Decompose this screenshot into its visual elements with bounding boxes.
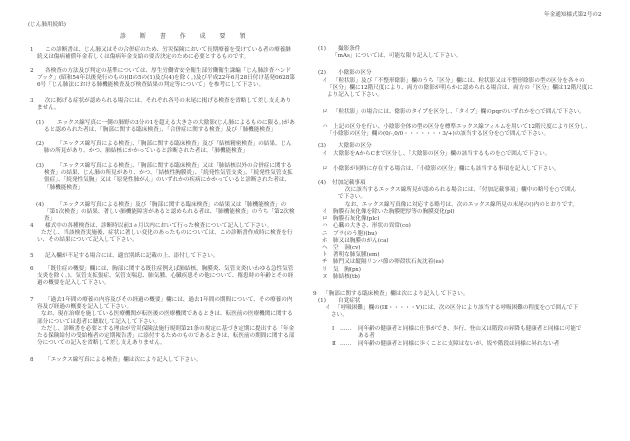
finding-text: 心臓の大きさ、形状の異常(co)	[333, 223, 411, 230]
grade-label: Ⅰ	[332, 326, 335, 332]
form-number: 年金通知様式第2号の2	[544, 12, 602, 18]
item-text: 上記の区分を行い、小陰影全体の型の区分を標準エックス線フィルムを用いて12階尺度により区分し、「小陰影の区分」欄の(0/-,0/0・・・・・・・3/+)の該当する区分を○で囲んで下さい。	[327, 124, 591, 138]
item-number: (1)	[36, 120, 44, 126]
section-title: 撮影条件	[338, 46, 361, 52]
section-small-opacity	[318, 70, 593, 77]
item-text: 「粒状影」の場合には、陰影のタイプを区分し、「タイプ」欄のpqrのいずれかを○で囲んで下さい。	[333, 109, 585, 115]
item-text: 様式中の各種検査は、診断時以前3ヵ月以内において行った検査について記入して下さい。	[45, 223, 273, 229]
item-text: 次に該当するエックス線所見が認められる場合には、「付加記載事項」欄中の略号を○で囲んで下さい。	[338, 187, 577, 201]
item-number: 3	[30, 98, 34, 104]
item-number: 2	[30, 68, 34, 74]
section-title: 付加記載事項	[332, 180, 366, 186]
section-title: 小陰影の区分	[338, 70, 372, 76]
item-number: (1)	[318, 46, 326, 52]
finding-text: 著明な肺気腫(em)	[333, 252, 380, 259]
item-text: 「エックス線写真による検査」、「胸部に関する臨床検査」又は「肺結核以外の合併症に関する検査」の結果、じん肺の所見があり、かつ、「結核性胸膜炎」、「続発性気管支炎」、「続発性気管支拡張症」、「続発性気胸」又は「原発性肺がん」のいずれかの疾病にかかっていると診断された者は、「肺機能検査」	[44, 163, 293, 191]
item-number: ロ	[322, 109, 328, 115]
item-number: ヘ	[322, 245, 328, 252]
item-text-proviso: ただし、診断書を必要とする理由が労災保険法施行規則第21条の規定に基づき定期に提出する「年金たる保険給付の受給権者の定期報告書」に添付するためのものであるときは、転医前の期間に関する部分についての記入を省略して差し支えありません。	[37, 325, 295, 347]
item-5	[30, 253, 295, 260]
item-3-i	[322, 151, 593, 158]
item-2-i	[322, 78, 593, 100]
finding-item	[322, 237, 593, 245]
leader-dots: ……	[340, 326, 352, 332]
item-number: 4	[30, 223, 34, 229]
item-text: 「エックス線写真による検査」及び「胸部に関する臨床検査」の結果又は「肺機能検査」の「第1次検査」の結果、著しい肺機能障害があると認められる者は、「肺機能検査」のうち「第2次検査」	[44, 202, 295, 223]
item-9-1-i	[325, 305, 581, 319]
dyspnea-grade-1	[332, 326, 583, 340]
section-title: 自覚症状	[338, 298, 361, 304]
item-number: (3)	[36, 163, 44, 169]
item-7	[30, 297, 295, 347]
finding-text: 胸膜石灰化像(plc)	[333, 216, 380, 223]
finding-text: 肺又は胸膜のがん(ca)	[333, 237, 389, 244]
item-number: ロ	[322, 166, 328, 172]
item-text: 「呼吸困難」欄の(ⅠⅡ・・・・・Ⅴ)には、次の区分により該当する呼吸困難の程度を○で囲んで下さい。	[331, 305, 579, 319]
item-number: リ	[322, 266, 328, 273]
item-3-4	[36, 202, 295, 224]
item-number: イ	[322, 209, 328, 215]
item-text: 「エックス線写真による検査」、「胸部に関する臨床検査」及び「結核精密検査」の結果、じん肺の所見があり、かつ、肺結核にかかっていると診断された者は、「肺機能検査」	[44, 141, 292, 155]
finding-item	[322, 259, 593, 266]
finding-item	[322, 230, 593, 238]
item-number: イ	[322, 151, 328, 157]
findings-list	[322, 209, 593, 281]
item-number: (4)	[36, 202, 44, 208]
finding-item	[322, 223, 593, 230]
item-number: イ	[325, 305, 331, 311]
item-number: 9	[313, 291, 317, 297]
item-number: ハ	[322, 223, 328, 230]
item-6	[30, 266, 295, 288]
item-number: (2)	[36, 141, 44, 147]
section-title: 大陰影の区分	[338, 143, 372, 149]
grade-text: 同年齢の健康者と同様に歩くことに支障はないが、坂や階段は同様に昇れない者	[358, 341, 560, 347]
finding-text: 肺結核(tb)	[333, 273, 360, 280]
item-2	[30, 68, 295, 90]
finding-text: 胸膜石灰化像を除いた胸膜肥厚等の胸膜変化(pl)	[333, 209, 455, 215]
leader-dots: ……	[340, 341, 352, 347]
item-text: 「既往症の概要」欄には、胸部に関する既往症例えば肺結核、胸膜炎、気管支炎(いわゆる急性気管支炎を除く。)、気管支拡張症、気管支喘息、肺気腫、心臓疾患その他について、罹患時の年齢とその経過の概要を記入して下さい。	[37, 266, 294, 287]
item-number: チ	[322, 259, 328, 266]
item-8	[30, 357, 295, 364]
item-number: 1	[30, 47, 34, 53]
item-3-2	[36, 141, 295, 155]
page-title: 診 断 書 作 成 要 領	[120, 33, 252, 40]
item-number: ハ	[322, 124, 328, 130]
item-2-ro	[322, 109, 593, 116]
item-text: 「粒状影」及び「不整形陰影」欄のうち「区分」欄には、粒状影又は不整形陰影の型の区分を各々の「区分」欄に12階尺度により、両方の陰影が明らかに認められる場合は、両方の「区分」欄は12階尺度により記入して下さい。	[327, 78, 593, 99]
item-number: ト	[322, 252, 328, 259]
item-number: 6	[30, 266, 34, 272]
item-3-ro	[322, 166, 593, 173]
item-text: 「胸部に関する臨床検査」欄は次により記入して下さい。	[323, 291, 469, 297]
dyspnea-grade-2	[332, 341, 583, 348]
item-number: 8	[30, 357, 34, 363]
item-text: 「mAs」については、可能な限り記入して下さい。	[332, 53, 462, 60]
item-text: 各検査の方法及び判定の基準については、厚生労働省安全衛生部労働衛生課編「じん肺診査ハンドブック」(昭和54年以後発行のもの)(Ⅱの5の(1)及び(4)を除く。)及び平成22年6月28日付け基発0628第6号「じん肺法における肺機能検査及び検査結果の判定等について」を参考にして下さい。	[37, 68, 295, 89]
item-text: 小陰影が同時に存在する場合は、「小陰影の区分」欄にも該当する事項を記入して下さい。	[333, 166, 560, 172]
finding-text: 肺門又は縦隔リンパ節の卵殻状石灰沈着(es)	[333, 259, 444, 266]
item-text: この診断書は、じん肺又はその合併症のため、労災保険において長期療養を受けている者の療養継続又は傷病補償年金若しくは傷病年金支給の要否決定のために必要とするものです。	[37, 47, 291, 61]
item-text-note: なお、エックス線写真像に対応する略号は、次のエックス線所見の末尾の()内のとおりです。	[345, 201, 578, 208]
item-4	[30, 223, 295, 245]
item-3	[30, 98, 295, 112]
grade-text: 同年齢の健康者と同様に仕事ができ、歩行、登山又は階段の昇降も健康者と同様に可能である者	[358, 326, 582, 340]
section-additional-notes	[318, 180, 578, 209]
item-number: (4)	[318, 180, 326, 186]
item-text: 「過去1年間の療養の内容及びその経過の概要」欄には、過去1年間の期間について、その療養の内容及び経過の概要を記入して下さい。	[37, 297, 293, 311]
item-1	[30, 47, 295, 61]
section-imaging-conditions	[318, 46, 593, 60]
item-number: ニ	[322, 230, 328, 237]
item-number: ロ	[322, 216, 328, 223]
item-text-note: なお、現在治療を施している医療機関が転医後の医療機関であるときは、転医前の医療機関に関する部分については患者に聴取して記入して下さい。	[37, 311, 293, 325]
grade-label: Ⅱ	[332, 341, 336, 347]
section-large-opacity	[318, 143, 593, 150]
finding-text: 空 洞(cv)	[333, 245, 361, 252]
finding-text: ブラ(のう胞)(bu)	[333, 230, 377, 237]
item-text: 大陰影をAからCまで区分し、「大陰影の区分」欄の該当するものを○で囲んで下さい。	[333, 151, 551, 157]
item-number: ホ	[322, 237, 328, 244]
item-text: 「エックス線写真による検査」欄は次により記入して下さい。	[45, 357, 202, 363]
item-number: 7	[30, 297, 34, 303]
item-number: ヌ	[322, 273, 328, 280]
finding-item	[322, 273, 593, 281]
item-number: (1)	[318, 298, 326, 304]
finding-item	[322, 266, 593, 274]
item-text: 記入欄が不足する場合には、適宜別紙に記載の上、添付して下さい。	[45, 253, 219, 259]
item-text-proviso: ただし、当該検査実施後、症状に著しい変化のあったものについては、この診断書作成時に検査を行い、その結果について記入して下さい。	[37, 230, 293, 244]
item-number: 5	[30, 253, 34, 259]
continuation-sheet-label: (じん肺用続紙)	[28, 22, 66, 28]
finding-text: 気 胸(px)	[333, 266, 361, 273]
item-number: イ	[322, 78, 328, 84]
item-number: (3)	[318, 143, 326, 149]
item-2-ha	[322, 124, 593, 138]
item-number: (2)	[318, 70, 326, 76]
item-3-3	[36, 163, 295, 192]
item-text: 次に掲げる症状が認められる場合には、それぞれ各号の末尾に掲げる検査を省略して差し支えありません。	[37, 98, 292, 112]
item-text: エックス線写真に一側の肺野の3分の1を超える大きさの大陰影(じん肺によるものに限る。)があると認められた者は、「胸部に関する臨床検査」、「合併症に関する検査」及び「肺機能検査」	[44, 120, 295, 134]
item-3-1	[36, 120, 295, 134]
